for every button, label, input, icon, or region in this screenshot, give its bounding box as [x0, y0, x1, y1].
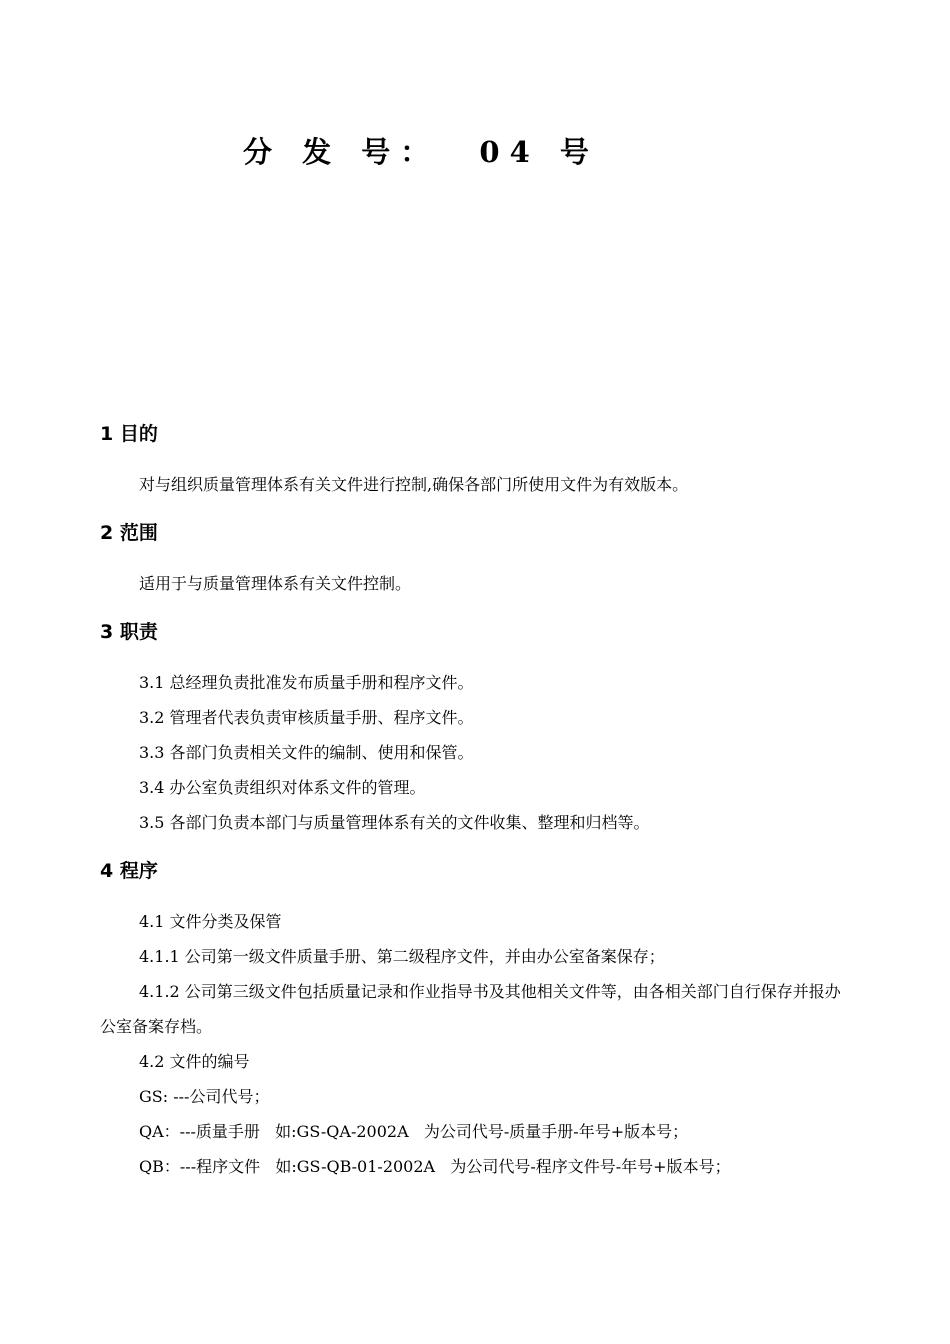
- paragraph: GS: ---公司代号；: [139, 1087, 270, 1106]
- section-title: 4 程序: [100, 860, 158, 882]
- paragraph: 4.1 文件分类及保管: [139, 912, 282, 931]
- paragraph: 3.1 总经理负责批准发布质量手册和程序文件。: [139, 673, 474, 692]
- paragraph: 对与组织质量管理体系有关文件进行控制,确保各部门所使用文件为有效版本。: [139, 475, 689, 494]
- paragraph: QB：---程序文件 如:GS-QB-01-2002A 为公司代号-程序文件号-年号+版本号；: [139, 1157, 731, 1176]
- paragraph: 4.2 文件的编号: [139, 1052, 250, 1071]
- paragraph: 3.2 管理者代表负责审核质量手册、程序文件。: [139, 708, 474, 727]
- document-body: [100, 414, 850, 1184]
- paragraph: 3.5 各部门负责本部门与质量管理体系有关的文件收集、整理和归档等。: [139, 813, 650, 832]
- section-title: 3 职责: [100, 621, 158, 643]
- section-title: 2 范围: [100, 522, 158, 544]
- paragraph: 4.1.1 公司第一级文件质量手册、第二级程序文件，并由办公室备案保存；: [139, 947, 665, 966]
- paragraph: 3.3 各部门负责相关文件的编制、使用和保管。: [139, 743, 474, 762]
- paragraph: 3.4 办公室负责组织对体系文件的管理。: [139, 778, 426, 797]
- section-scope: [100, 513, 850, 601]
- section-purpose: [100, 414, 850, 502]
- section-responsibilities: [100, 612, 850, 840]
- section-procedure: [100, 851, 850, 1184]
- paragraph: QA：---质量手册 如:GS-QA-2002A 为公司代号-质量手册-年号+版本号；: [139, 1122, 689, 1141]
- paragraph: 适用于与质量管理体系有关文件控制。: [139, 574, 412, 593]
- paragraph: 4.1.2 公司第三级文件包括质量记录和作业指导书及其他相关文件等，由各相关部门自行保存并报办公室备案存档。: [100, 982, 841, 1036]
- section-title: 1 目的: [100, 423, 158, 445]
- distribution-number: 分 发 号： 04 号: [243, 135, 599, 169]
